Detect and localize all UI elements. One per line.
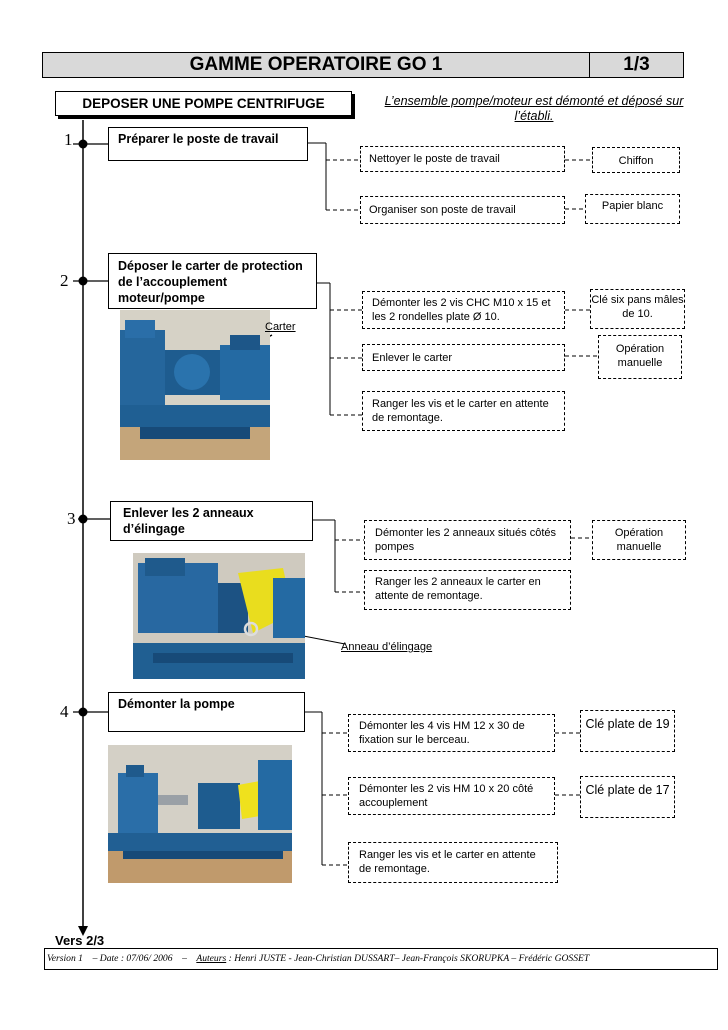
step-number-2: 2	[60, 271, 69, 290]
footer-version: Version 1	[47, 953, 83, 964]
action-remove-rings: Démonter les 2 anneaux situés côtés pompes	[364, 520, 571, 560]
photo-coupling-guard	[120, 310, 270, 460]
step-number-1: 1	[64, 130, 73, 149]
tool-manual-operation: Opération manuelle	[598, 335, 682, 379]
step-title-4: Démonter la pompe	[108, 692, 305, 732]
next-page-link[interactable]: Vers 2/3	[55, 933, 105, 948]
footer-authors: : Henri JUSTE - Jean-Christian DUSSART– Jean-François SKORUPKA – Frédéric GOSSET	[226, 953, 590, 964]
footer-date: – Date : 07/06/ 2006	[92, 953, 173, 964]
page-indicator: 1/3	[590, 52, 684, 78]
main-title: DEPOSER UNE POMPE CENTRIFUGE	[82, 96, 325, 111]
step-title-2: Déposer le carter de protection de l’accouplement moteur/pompe	[108, 253, 317, 309]
action-store-rings: Ranger les 2 anneaux le carter en attente de remontage.	[364, 570, 571, 610]
tool-manual-operation-2: Opération manuelle	[592, 520, 686, 560]
action-remove-screws: Démonter les 2 vis CHC M10 x 15 et les 2 rondelles plate Ø 10.	[362, 291, 565, 329]
tool-cloth: Chiffon	[592, 147, 680, 173]
document-title: GAMME OPERATOIRE GO 1	[42, 52, 590, 78]
action-store-screws-pump: Ranger les vis et le carter en attente de remontage.	[348, 842, 558, 883]
tool-wrench-17: Clé plate de 17	[580, 776, 675, 818]
footer-authors-label: Auteurs	[196, 953, 227, 964]
step-title-3: Enlever les 2 anneaux d’élingage	[110, 501, 313, 541]
action-remove-base-screws: Démonter les 4 vis HM 12 x 30 de fixation sur le berceau.	[348, 714, 555, 752]
action-store-screws-guard: Ranger les vis et le carter en attente de remontage.	[362, 391, 565, 431]
action-remove-guard: Enlever le carter	[362, 344, 565, 371]
step-number-3: 3	[67, 509, 76, 528]
action-clean-workstation: Nettoyer le poste de travail	[360, 146, 565, 172]
action-remove-coupling-screws: Démonter les 2 vis HM 10 x 20 côté accouplement	[348, 777, 555, 815]
tool-white-paper: Papier blanc	[585, 194, 680, 224]
footer-separator: –	[182, 953, 187, 964]
step-number-4: 4	[60, 702, 69, 721]
label-lifting-ring: Anneau d’élingage	[341, 641, 433, 653]
photo-lifting-ring	[133, 553, 305, 679]
photo-pump-removal	[108, 745, 292, 883]
step-title-1: Préparer le poste de travail	[108, 127, 308, 161]
context-note: L’ensemble pompe/moteur est démonté et déposé sur l’établi.	[384, 94, 684, 123]
tool-wrench-19: Clé plate de 19	[580, 710, 675, 752]
footer	[44, 948, 718, 970]
tool-hex-key: Clé six pans mâles de 10.	[590, 289, 685, 329]
action-organize-workstation: Organiser son poste de travail	[360, 196, 565, 224]
label-carter: Carter	[265, 321, 296, 333]
